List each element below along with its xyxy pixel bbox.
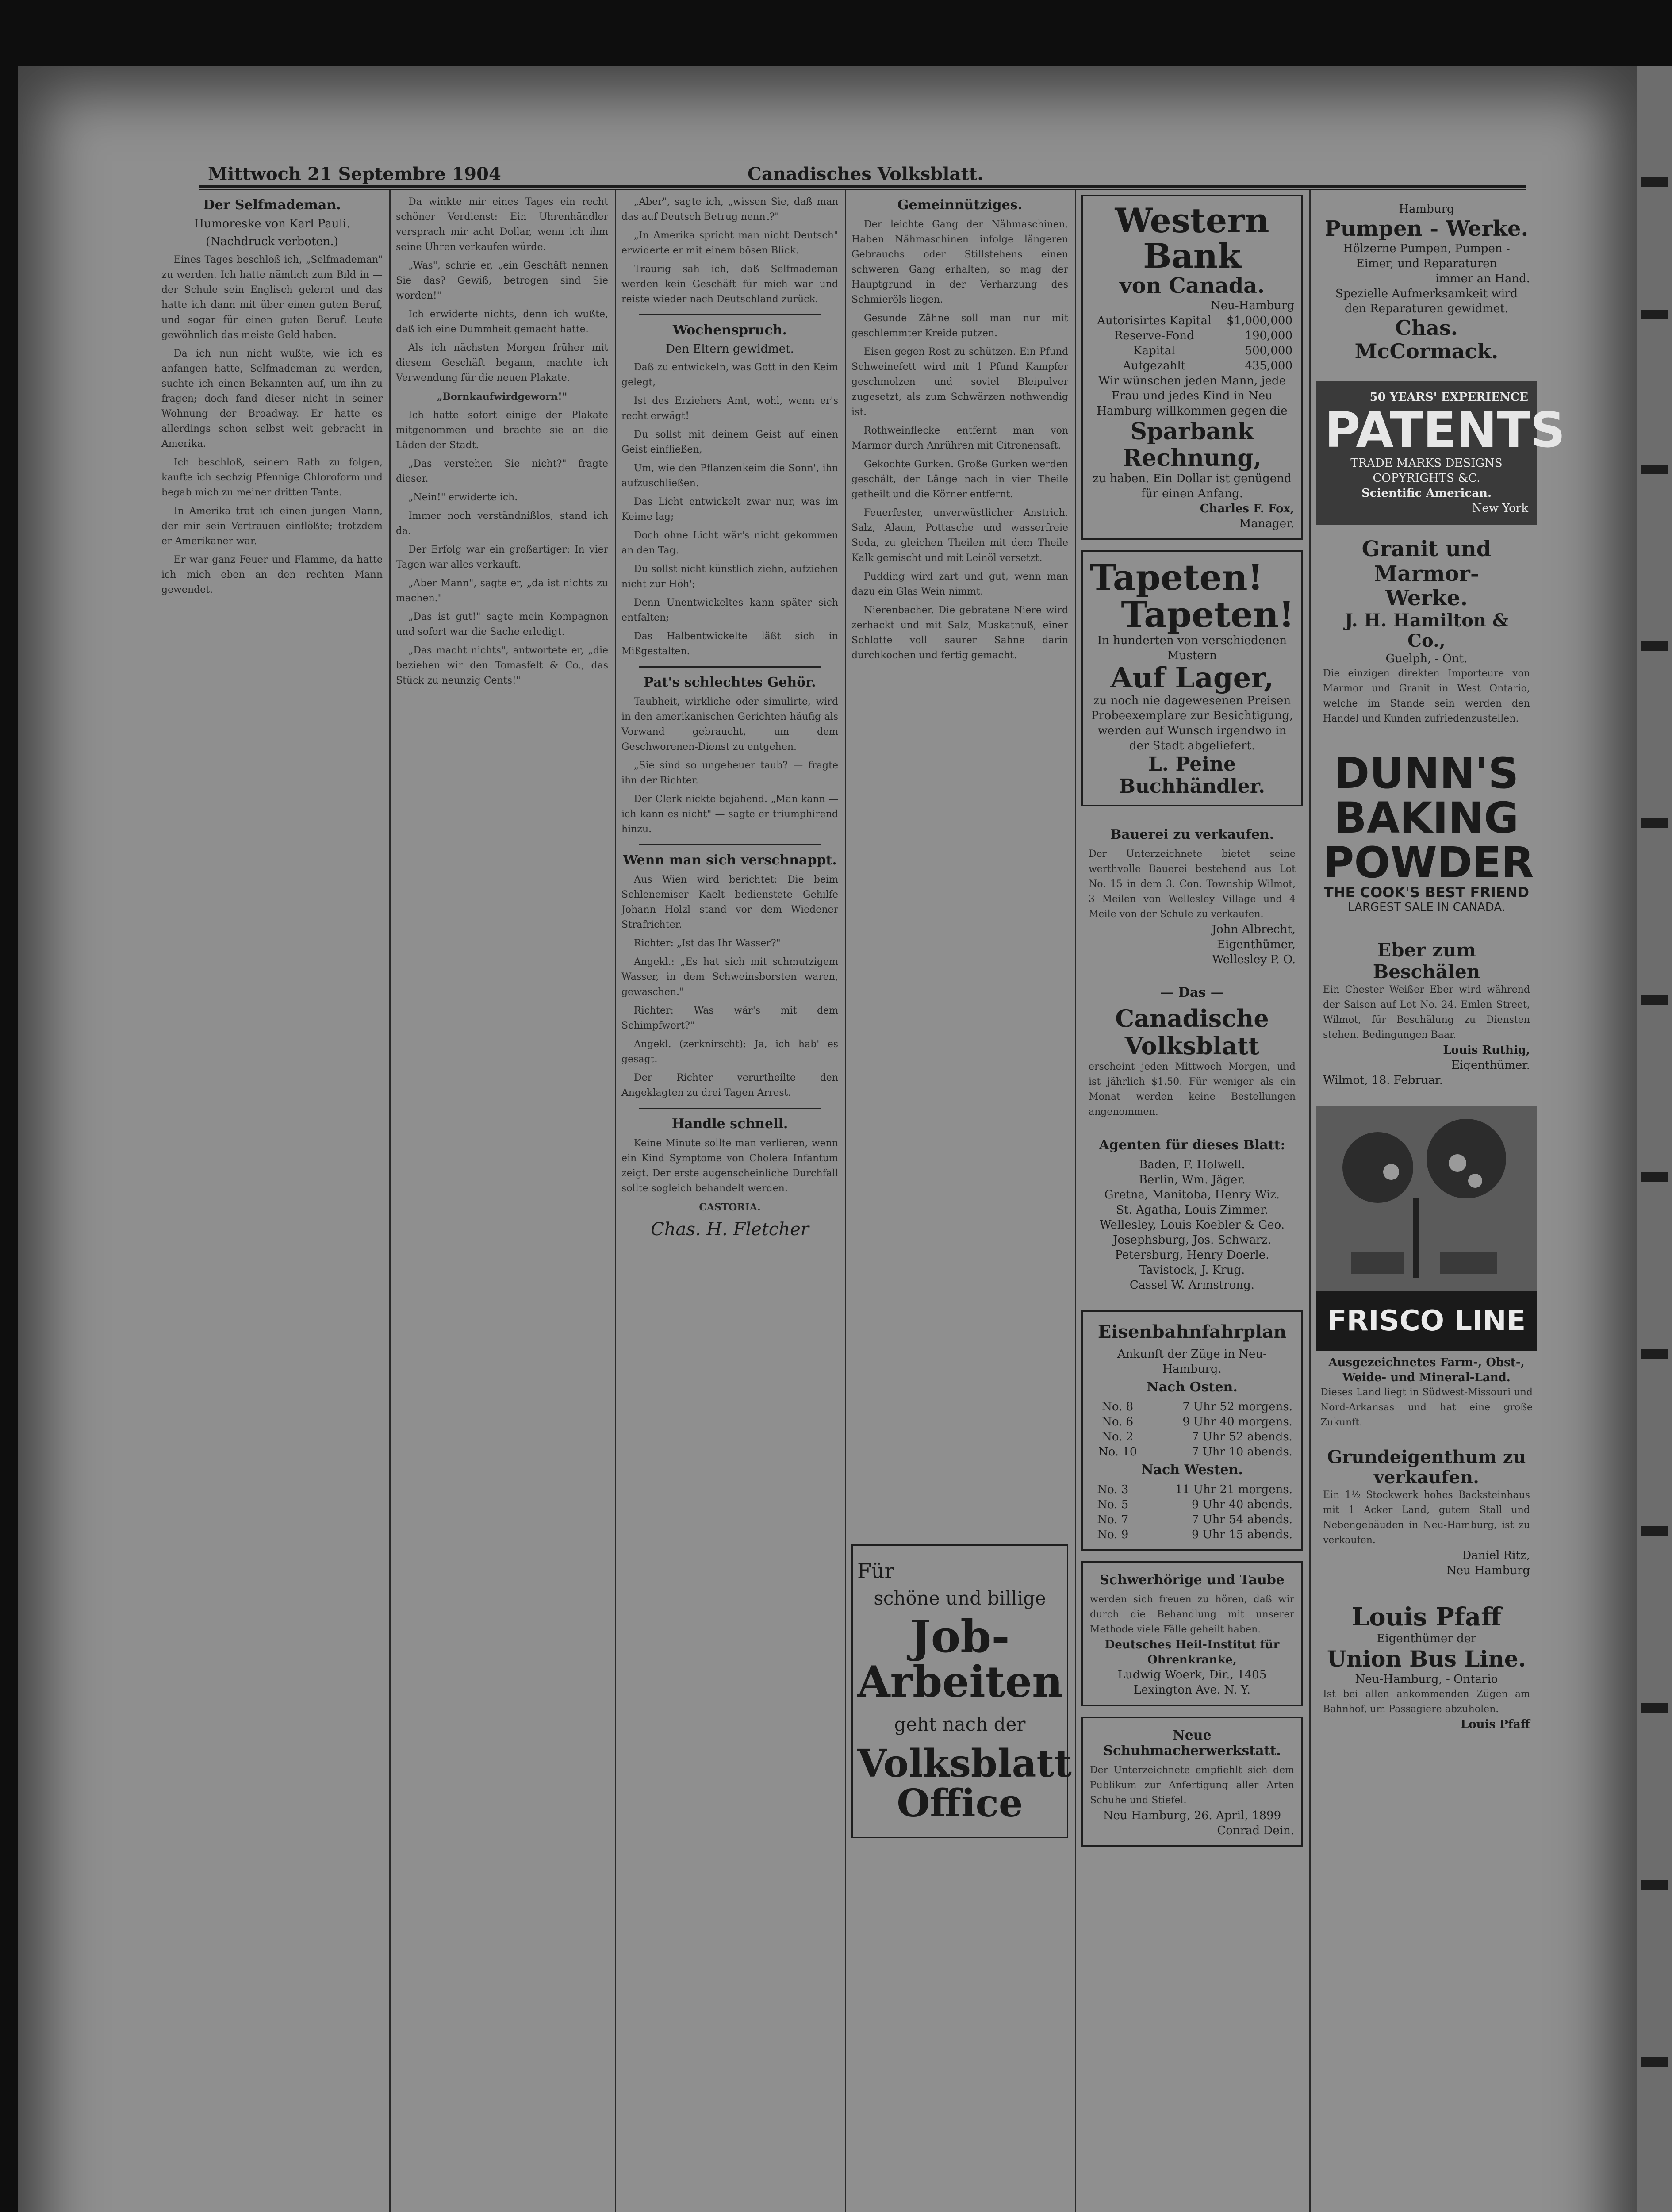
paragraph: Der Clerk nickte bejahend. „Man kann — ich kann es nicht" — sagte er triumphirend hinzu. (621, 794, 838, 835)
edge-text-fragment (1641, 2057, 1668, 2067)
table-cell: 7 Uhr 10 abends. (1191, 1445, 1292, 1459)
poem-line: Daß zu entwickeln, was Gott in den Keim gelegt, (621, 362, 838, 388)
article-body (161, 253, 383, 598)
table-cell: No. 8 (1102, 1400, 1134, 1413)
edge-text-fragment (1641, 641, 1668, 651)
table-cell: Kapital (1133, 344, 1175, 357)
eber-name: Louis Ruthig, (1443, 1044, 1530, 1057)
pumps-ad (1316, 195, 1537, 370)
newspaper-title: Canadisches Volksblatt. (748, 164, 984, 184)
paragraph: Ich hatte sofort einige der Plakate mitgenommen und brachte sie an die Läden der Stadt. (396, 410, 608, 451)
pfaff-text: Ist bei allen ankommenden Zügen am Bahnhof, um Passagiere abzuholen. (1323, 1688, 1530, 1715)
bank-manager: Charles F. Fox, (1200, 502, 1294, 516)
orchard-illustration (1316, 1106, 1537, 1291)
table-cell: No. 6 (1102, 1415, 1134, 1429)
column-2 (396, 195, 608, 2212)
patents-marks: TRADE MARKS DESIGNS COPYRIGHTS &C. (1350, 457, 1503, 485)
article-note: (Nachdruck verboten.) (206, 235, 338, 248)
table-cell: 7 Uhr 52 abends. (1191, 1430, 1292, 1444)
paragraph: Gekochte Gurken. Große Gurken werden geschält, der Länge nach in vier Theile getheilt und die Körner entfernt. (851, 459, 1068, 500)
spruch-subheading: Den Eltern gewidmet. (666, 342, 794, 356)
masthead-rule-thin (199, 189, 1526, 190)
story3-body (621, 1136, 838, 1215)
edge-text-fragment (1641, 177, 1668, 187)
spruch-heading: Wochenspruch. (672, 323, 787, 338)
land-ad (1316, 1440, 1537, 1585)
agents-heading: Agenten für dieses Blatt: (1099, 1137, 1285, 1153)
orchard-icon (1316, 1106, 1537, 1291)
patents-york: New York (1472, 502, 1528, 515)
pumps-text3: Spezielle Aufmerksamkeit wird den Reparaturen gewidmet. (1335, 287, 1518, 316)
agent-item: Petersburg, Henry Doerle. (1115, 1248, 1269, 1262)
column-divider (615, 190, 616, 2212)
column-3 (621, 195, 838, 2212)
tapeten-text: In hunderten von verschiedenen Mustern (1097, 634, 1287, 663)
article-byline: Humoreske von Karl Pauli. (194, 217, 350, 230)
edge-text-fragment (1641, 1526, 1668, 1536)
bauerei-role: Eigenthümer, (1217, 937, 1296, 951)
granit-title-1: Granit und Marmor- (1361, 537, 1492, 586)
paragraph: In Amerika trat ich einen jungen Mann, der mir sein Vertrauen einflößte; trotzdem er Amerikaner war. (161, 506, 383, 547)
poem-line: Ist des Erziehers Amt, wohl, wenn er's recht erwägt! (621, 396, 838, 422)
bank-subtitle: von Canada. (1119, 273, 1265, 298)
table-row (1090, 313, 1294, 328)
shoe-ad (1081, 1717, 1303, 1847)
patents-ad (1316, 381, 1565, 525)
article-heading: Der Selfmademan. (203, 197, 341, 213)
paragraph: „Das ist gut!" sagte mein Kompagnon und sofort war die Sache erledigt. (396, 611, 608, 637)
volksblatt-text: erscheint jeden Mittwoch Morgen, und ist jährlich $1.50. Für weniger als ein Monat werden keine Bestellungen angenommen. (1089, 1061, 1296, 1118)
table-cell: No. 2 (1102, 1430, 1134, 1444)
eber-text: Ein Chester Weißer Eber wird während der Saison auf Lot No. 24. Emlen Street, Wilmot, für Beschälung zu Diensten stehen. Bedingungen Baar. (1323, 984, 1530, 1041)
table-row (1090, 328, 1294, 343)
paragraph: Da ich nun nicht wußte, wie ich es anfangen hatte, Selfmademan zu werden, suchte ich einen Bekannten auf, um ihn zu fragen; doch fand dieser nicht in seiner Wohnung der Broadway. Er hatte es allerdings schon selbst weit gebracht in Amerika. (161, 348, 383, 449)
paragraph: Rothweinflecke entfernt man von Marmor durch Anrühren mit Citronensaft. (851, 425, 1068, 451)
table-row (1090, 1399, 1294, 1414)
column-divider (389, 190, 391, 2212)
railway-heading: Eisenbahnfahrplan (1097, 1321, 1287, 1342)
paragraph: Richter: Was wär's mit dem Schimpfwort?" (621, 1005, 838, 1031)
pfaff-line: Union Bus Line. (1327, 1646, 1526, 1672)
issue-date: Mittwoch 21 Septembre 1904 (208, 164, 501, 184)
section-divider (639, 666, 821, 668)
section-divider (639, 844, 821, 845)
tapeten-ad (1081, 550, 1303, 806)
granit-ad (1316, 530, 1537, 733)
article-heading: Gemeinnütziges. (897, 197, 1023, 213)
agent-item: Cassel W. Armstrong. (1129, 1278, 1255, 1292)
job-printing-ad (851, 1544, 1072, 1838)
shoe-date: Neu-Hamburg, 26. April, 1899 (1103, 1809, 1281, 1822)
paragraph: Immer noch verständnißlos, stand ich da. (396, 511, 608, 537)
table-cell: 7 Uhr 52 morgens. (1182, 1400, 1292, 1413)
table-row (1090, 1429, 1294, 1444)
paragraph: Der Erfolg war ein großartiger: In vier Tagen war alles verkauft. (396, 544, 608, 570)
table-cell: No. 7 (1097, 1513, 1129, 1526)
eber-date: Wilmot, 18. Februar. (1323, 1074, 1443, 1087)
pumps-text: Hölzerne Pumpen, Pumpen - Eimer, und Reparaturen (1343, 242, 1510, 271)
patents-title: PATENTS (1325, 401, 1565, 458)
bauerei-ad (1081, 817, 1303, 974)
bauerei-place: Wellesley P. O. (1212, 952, 1296, 966)
pumps-text2: immer an Hand. (1435, 272, 1530, 286)
bauerei-text: Der Unterzeichnete bietet seine werthvolle Bauerei bestehend aus Lot No. 15 in dem 3. Con. Township Wilmot, 3 Meilen von Wellesley Village und 4 Meile von der Schule zu verkaufen. (1089, 848, 1296, 920)
table-cell: 9 Uhr 40 abends. (1191, 1498, 1292, 1511)
paragraph: Pudding wird zart und gut, wenn man dazu ein Glas Wein nimmt. (851, 571, 1068, 597)
ad-line: schöne und billige (874, 1587, 1046, 1609)
frisco-ad (1316, 1106, 1537, 1435)
paragraph: Traurig sah ich, daß Selfmademan werden kein Geschäft für mich war und reiste wieder nach Deutschland zurück. (621, 264, 838, 305)
table-row (1090, 1512, 1294, 1527)
table-row (1090, 1527, 1294, 1542)
table-cell: 7 Uhr 54 abends. (1191, 1513, 1292, 1526)
table-cell: 435,000 (1245, 359, 1292, 373)
bank-capital-table (1090, 313, 1294, 373)
table-cell: 190,000 (1245, 329, 1292, 342)
bank-manager-title: Manager. (1239, 517, 1294, 531)
table-cell: No. 5 (1097, 1498, 1129, 1511)
eber-heading: Eber zum Beschälen (1373, 939, 1480, 983)
paragraph: Da winkte mir eines Tages ein recht schöner Verdienst: Ein Uhrenhändler versprach mir acht Dollar, wenn ich ihm seine Uhren verkaufen würde. (396, 196, 608, 253)
land-text: Ein 1½ Stockwerk hohes Backsteinhaus mit 1 Acker Land, gutem Stall und Nebengebäuden in Neu-Hamburg, ist zu verkaufen. (1323, 1490, 1530, 1546)
table-row (1090, 343, 1294, 358)
bank-text: Wir wünschen jeden Mann, jede Frau und jedes Kind in Neu Hamburg willkommen gegen die (1097, 374, 1288, 418)
poem-line: Doch ohne Licht wär's nicht gekommen an den Tag. (621, 530, 838, 556)
poem-line: Um, wie den Pflanzenkeim die Sonn', ihn aufzuschließen. (621, 463, 838, 489)
bauerei-heading: Bauerei zu verkaufen. (1110, 826, 1274, 842)
western-bank-ad (1081, 195, 1303, 540)
dunns-line-1: DUNN'S (1334, 749, 1519, 799)
bank-location: Neu-Hamburg (1211, 299, 1294, 312)
paragraph: Nierenbacher. Die gebratene Niere wird zerhackt und mit Salz, Muskatnuß, einer Schlotte voll saurer Sahne darin durchkochen und fertig gemacht. (851, 605, 1068, 661)
paragraph: Angekl. (zerknirscht): Ja, ich hab' es gesagt. (621, 1039, 838, 1065)
shoe-name: Conrad Dein. (1217, 1824, 1294, 1837)
agent-item: Tavistock, J. Krug. (1139, 1263, 1245, 1277)
tapeten-text2: zu noch nie dagewesenen Preisen Probeexemplare zur Besichtigung, werden auf Wunsch irgendwo in der Stadt abgeliefert. (1091, 694, 1293, 753)
story2-heading: Wenn man sich verschnappt. (623, 853, 837, 868)
paragraph: Als ich nächsten Morgen früher mit diesem Geschäft begann, machte ich Verwendung für die neuen Plakate. (396, 342, 608, 384)
pfaff-ad (1316, 1596, 1537, 1739)
tapeten-lager: Auf Lager, (1110, 661, 1274, 695)
paragraph: Richter: „Ist das Ihr Wasser?" (634, 938, 781, 949)
column-4 (851, 195, 1072, 2212)
poem (621, 360, 838, 659)
masthead-rule (199, 185, 1526, 188)
deaf-text: werden sich freuen zu hören, daß wir durch die Behandlung mit unserer Methode viele Fälle geheilt haben. (1090, 1594, 1294, 1635)
paragraph: Der Richter verurtheilte den Angeklagten zu drei Tagen Arrest. (621, 1072, 838, 1098)
patents-years: 50 YEARS' EXPERIENCE (1369, 390, 1528, 404)
section-divider (639, 314, 821, 315)
column-divider (1075, 190, 1076, 2212)
paragraph: Aus Wien wird berichtet: Die beim Schlenemiser Kaelt bedienstete Gehilfe Johann Holzl stand vor dem Wiedener Strafrichter. (621, 874, 838, 930)
paragraph: „In Amerika spricht man nicht Deutsch" erwiderte er mit einem bösen Blick. (621, 230, 838, 256)
paragraph: „Was", schrie er, „ein Geschäft nennen Sie das? Gewiß, betrogen sind Sie worden!" (396, 260, 608, 301)
table-cell: No. 3 (1097, 1482, 1129, 1496)
paragraph: Angekl.: „Es hat sich mit schmutzigem Wasser, in dem Schweinsborsten waren, gewaschen." (621, 956, 838, 998)
table-row (1090, 1414, 1294, 1429)
agent-item: Wellesley, Louis Koebler & Geo. (1099, 1218, 1285, 1232)
table-cell: No. 9 (1097, 1528, 1129, 1541)
frisco-heading: Ausgezeichnetes Farm-, Obst-, Weide- und Mineral-Land. (1328, 1356, 1525, 1385)
column-1 (161, 195, 383, 2212)
table-cell: Autorisirtes Kapital (1097, 314, 1212, 327)
paragraph: Ich erwiderte nichts, denn ich wußte, daß ich eine Dummheit gemacht hatte. (396, 309, 608, 335)
granit-firm: J. H. Hamilton & Co., (1344, 610, 1509, 652)
poem-line: Das Halbentwickelte läßt sich in Mißgestalten. (621, 631, 838, 657)
pfaff-role: Eigenthümer der (1377, 1632, 1476, 1646)
table-cell: 500,000 (1245, 344, 1292, 357)
table-row (1090, 1482, 1294, 1497)
table-cell: 9 Uhr 40 morgens. (1182, 1415, 1292, 1429)
pumps-place: Hamburg (1399, 203, 1454, 216)
shoe-text: Der Unterzeichnete empfiehlt sich dem Publikum zur Anfertigung aller Arten Schuhe und Stiefel. (1090, 1764, 1294, 1806)
pfaff-place: Neu-Hamburg, - Ontario (1355, 1672, 1498, 1686)
section-divider (639, 1108, 821, 1109)
column-divider (845, 190, 846, 2212)
table-cell: $1,000,000 (1227, 314, 1292, 327)
paragraph: Eines Tages beschloß ich, „Selfmademan" zu werden. Ich hatte nämlich zum Bild in — der Schule sein Englisch gelernt und das hatte ich dann mit über einen guten Beruf, und sogar für einen guten Beruf. Leute gewöhnlich das meiste Geld haben. (161, 254, 383, 341)
column-5 (1081, 195, 1303, 2212)
bank-text2: zu haben. Ein Dollar ist genügend für einen Anfang. (1093, 472, 1292, 501)
land-heading: Grundeigenthum zu verkaufen. (1327, 1447, 1526, 1488)
table-row (1090, 1497, 1294, 1512)
volksblatt-info (1081, 985, 1303, 1127)
deaf-addr: Ludwig Woerk, Dir., 1405 Lexington Ave. N. Y. (1117, 1668, 1267, 1697)
granit-place: Guelph, - Ont. (1385, 652, 1468, 666)
paragraph: Feuerfester, unverwüstlicher Anstrich. Salz, Alaun, Pottasche und wasserfreie Soda, zu gleichen Theilen mit dem Theile Kalk gemischt und mit Leinöl versetzt. (851, 507, 1068, 564)
paragraph: Taubheit, wirkliche oder simulirte, wird in den amerikanischen Gerichten häufig als Vorwand gebraucht, um dem Geschworenen-Dienst zu entgehen. (621, 696, 838, 753)
bauerei-name: John Albrecht, (1212, 922, 1296, 936)
poem-line: Du sollst mit deinem Geist auf einen Geist einfließen, (621, 429, 838, 455)
tapeten-seller: L. Peine Buchhändler. (1119, 753, 1266, 798)
ad-word-job: Job- (910, 1610, 1010, 1663)
land-name: Daniel Ritz, (1462, 1549, 1530, 1563)
west-table (1090, 1482, 1294, 1542)
edge-text-fragment (1641, 1172, 1668, 1182)
ad-lead: Für (857, 1559, 894, 1583)
frisco-text: Dieses Land liegt in Südwest-Missouri und Nord-Arkansas und hat eine große Zukunft. (1320, 1387, 1533, 1429)
eber-role: Eigenthümer. (1451, 1059, 1530, 1072)
table-cell: No. 10 (1098, 1445, 1137, 1459)
table-row (1090, 1444, 1294, 1459)
table-cell: Aufgezahlt (1123, 359, 1186, 373)
ad-word-office: Office (897, 1781, 1023, 1826)
tapeten-heading-1: Tapeten! (1090, 557, 1263, 599)
ad-line2: geht nach der (894, 1713, 1026, 1735)
story-body (621, 695, 838, 837)
agent-item: Baden, F. Holwell. (1139, 1158, 1245, 1171)
agent-item: Josephsburg, Jos. Schwarz. (1113, 1233, 1271, 1247)
adjacent-page-edge (1637, 66, 1672, 2212)
granit-text: Die einzigen direkten Importeure von Marmor und Granit in West Ontario, welche im Stande sein werden den Handel und Kunden zufriedenzustellen. (1323, 668, 1530, 725)
poem-line: Das Licht entwickelt zwar nur, was im Keime lag; (621, 496, 838, 522)
signature: Chas. H. Fletcher (651, 1219, 809, 1240)
deaf-ad (1081, 1561, 1303, 1706)
land-place: Neu-Hamburg (1446, 1564, 1530, 1578)
poem-line: Du sollst nicht künstlich ziehn, aufziehen nicht zur Höh'; (621, 564, 838, 590)
edge-text-fragment (1641, 818, 1668, 828)
dunns-ad (1316, 744, 1537, 922)
table-cell: 9 Uhr 15 abends. (1191, 1528, 1292, 1541)
volksblatt-title: Canadische Volksblatt (1115, 1004, 1269, 1060)
edge-text-fragment (1641, 465, 1668, 474)
dunns-line-2: BAKING (1334, 793, 1519, 843)
pfaff-sig: Louis Pfaff (1460, 1717, 1530, 1731)
ad-word-volksblatt: Volksblatt (857, 1741, 1072, 1786)
edge-text-fragment (1641, 310, 1668, 319)
dunns-line-4: THE COOK'S BEST FRIEND (1323, 884, 1530, 901)
masthead (208, 164, 1535, 184)
table-cell: Reserve-Fond (1114, 329, 1194, 342)
story2-body (621, 872, 838, 1101)
deaf-inst: Deutsches Heil-Institut für Ohrenkranke, (1104, 1638, 1280, 1667)
railway-west: Nach Westen. (1141, 1462, 1243, 1478)
ad-word-arbeiten: Arbeiten (857, 1657, 1063, 1707)
column-6 (1316, 195, 1565, 2212)
poem-line: Denn Unentwickeltes kann später sich entfalten; (621, 597, 838, 623)
column-divider (1309, 190, 1311, 2212)
sparbank-title: Sparbank Rechnung, (1123, 418, 1262, 472)
paragraph: Der leichte Gang der Nähmaschinen. Haben Nähmaschinen infolge längeren Gebrauchs oder Stillstehens einen schweren Gang erhalten, so mag der Hauptgrund in der Verharzung des Schmieröls liegen. (851, 219, 1068, 305)
paragraph: Er war ganz Feuer und Flamme, da hatte ich mich eben an den rechten Mann gewendet. (161, 554, 383, 595)
edge-text-fragment (1641, 1880, 1668, 1890)
table-cell: 11 Uhr 21 morgens. (1175, 1482, 1292, 1496)
paragraph: Keine Minute sollte man verlieren, wenn ein Kind Symptome von Cholera Infantum zeigt. Der erste augenscheinliche Durchfall sollte sogleich behandelt werden. (621, 1138, 838, 1194)
railway-timetable (1081, 1310, 1303, 1551)
paragraph: Eisen gegen Rost zu schützen. Ein Pfund Schweinefett wird mit 1 Pfund Kampfer geschmolzen und soviel Bleipulver zugesetzt, als zum Schwärzen nothwendig ist. (851, 346, 1068, 418)
bank-title: Western Bank (1115, 201, 1269, 276)
paragraph: „Das macht nichts", antwortete er, „die beziehen wir den Tomasfelt & Co., das Stück zu neunzig Cents!" (396, 645, 608, 686)
east-table (1090, 1399, 1294, 1459)
deaf-heading: Schwerhörige und Taube (1100, 1572, 1285, 1588)
story3-heading: Handle schnell. (671, 1116, 788, 1132)
paragraph: „Nein!" erwiderte ich. (408, 492, 518, 503)
article-body (621, 195, 838, 307)
volksblatt-das: — Das — (1160, 984, 1224, 1000)
dunns-line-5: LARGEST SALE IN CANADA. (1348, 901, 1505, 914)
paragraph: „Aber", sagte ich, „wissen Sie, daß man das auf Deutsch Betrug nennt?" (621, 196, 838, 223)
article-body (851, 217, 1068, 1527)
tapeten-heading-2: Tapeten! (1121, 594, 1294, 636)
edge-text-fragment (1641, 995, 1668, 1005)
frisco-logo: FRISCO LINE (1316, 1291, 1537, 1351)
shoe-heading: Neue Schuhmacherwerkstatt. (1103, 1727, 1281, 1759)
agent-item: St. Agatha, Louis Zimmer. (1116, 1203, 1268, 1217)
paragraph-emphasis: „Bornkaufwirdgeworn!" (437, 391, 568, 403)
agent-item: Gretna, Manitoba, Henry Wiz. (1104, 1188, 1280, 1202)
agent-item: Berlin, Wm. Jäger. (1139, 1173, 1246, 1187)
pfaff-name: Louis Pfaff (1351, 1602, 1502, 1632)
granit-title-2: Werke. (1385, 585, 1468, 611)
article-body (396, 195, 608, 688)
table-row (1090, 358, 1294, 373)
pumps-name: Chas. McCormack. (1354, 316, 1499, 364)
edge-text-fragment (1641, 1349, 1668, 1359)
pumps-title: Pumpen - Werke. (1324, 216, 1529, 241)
paragraph: „Aber Mann", sagte er, „da ist nichts zu machen." (396, 578, 608, 604)
paragraph: Ich beschloß, seinem Rath zu folgen, kaufte ich sechzig Pfennige Chloroform und begab mich zu meiner dritten Tante. (161, 457, 383, 498)
patents-sci: Scientific American. (1361, 487, 1492, 500)
dunns-line-3: POWDER (1323, 837, 1534, 887)
castoria-label: CASTORIA. (699, 1202, 761, 1213)
railway-sub: Ankunft der Züge in Neu-Hamburg. (1117, 1347, 1267, 1376)
paragraph: Gesunde Zähne soll man nur mit geschlemmter Kreide putzen. (851, 313, 1068, 339)
eber-ad (1316, 933, 1537, 1095)
agents-list (1081, 1137, 1303, 1300)
paragraph: „Das verstehen Sie nicht?" fragte dieser. (396, 458, 608, 484)
paragraph: „Sie sind so ungeheuer taub? — fragte ihn der Richter. (621, 760, 838, 786)
story-heading: Pat's schlechtes Gehör. (644, 675, 816, 690)
edge-text-fragment (1641, 1703, 1668, 1713)
railway-east: Nach Osten. (1147, 1379, 1238, 1395)
